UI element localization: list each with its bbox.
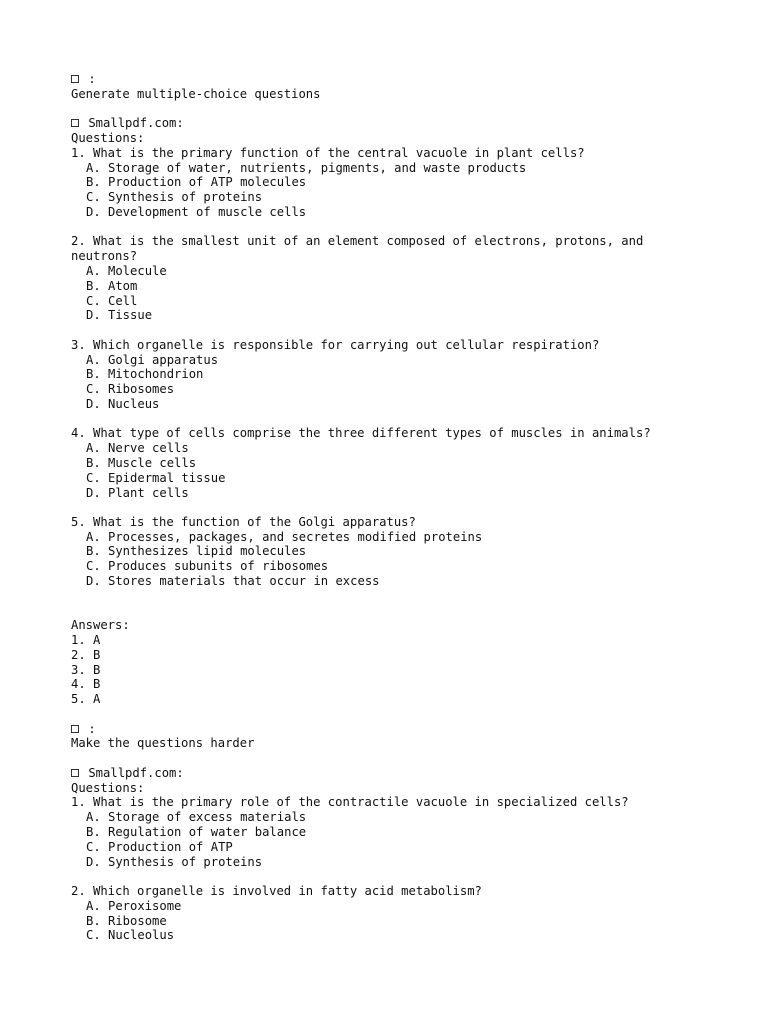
answer-option: B. Synthesizes lipid molecules [86,544,307,559]
answer-key-item: 1. A [71,633,101,648]
answer-option: D. Tissue [86,308,153,323]
answer-option: A. Golgi apparatus [86,352,219,367]
answer-option: C. Synthesis of proteins [86,190,263,205]
answer-option: D. Development of muscle cells [86,204,307,219]
spacer [71,751,691,766]
question-text: 2. What is the smallest unit of an element composed of electrons, protons, and neutrons? [71,234,651,264]
spacer [71,707,691,722]
answers-header: Answers: [71,618,130,633]
user-message-text: Make the questions harder [71,736,255,751]
speaker-icon [71,75,79,83]
answer-option: A. Nerve cells [86,441,189,456]
answer-option: D. Plant cells [86,485,189,500]
user-message [71,72,691,102]
spacer [71,102,691,117]
answer-option: C. Epidermal tissue [86,470,226,485]
questions-header: Questions: [71,130,145,145]
speaker-icon [71,769,79,777]
question-text: 5. What is the function of the Golgi apparatus? [71,514,416,529]
speaker-line [71,766,691,781]
spacer [71,500,691,515]
answer-option: A. Storage of excess materials [86,810,307,825]
answer-key-item: 3. B [71,662,101,677]
chat-transcript [71,72,691,943]
answer-option: C. Ribosomes [86,382,175,397]
answer-key-item: 2. B [71,647,101,662]
answer-option: C. Production of ATP [86,839,233,854]
speaker-icon [71,725,79,733]
answer-option: B. Ribosome [86,913,167,928]
user-message-text: Generate multiple-choice questions [71,86,321,101]
answer-key-item: 4. B [71,677,101,692]
speaker-line [71,116,691,131]
answer-option: B. Muscle cells [86,455,197,470]
answer-option: B. Regulation of water balance [86,825,307,840]
answer-option: C. Nucleolus [86,928,175,943]
spacer [71,589,691,618]
answer-key-item: 5. A [71,692,101,707]
answer-option: C. Produces subunits of ribosomes [86,559,329,574]
speaker-icon [71,119,79,127]
spacer [71,220,691,235]
answer-option: B. Production of ATP molecules [86,175,307,190]
bot-message [71,766,691,943]
user-message [71,722,691,752]
question-text: 1. What is the primary function of the central vacuole in plant cells? [71,145,585,160]
questions-header: Questions: [71,780,145,795]
spacer [71,869,691,884]
answer-option: A. Peroxisome [86,898,182,913]
answer-option: B. Atom [86,278,138,293]
answer-option: A. Molecule [86,263,167,278]
bot-message [71,116,691,707]
question-text: 4. What type of cells comprise the three different types of muscles in animals? [71,426,651,441]
answer-option: B. Mitochondrion [86,367,204,382]
answer-option: A. Processes, packages, and secretes modified proteins [86,529,483,544]
question-text: 2. Which organelle is involved in fatty acid metabolism? [71,884,482,898]
speaker-line: : [71,72,691,87]
speaker-line: : [71,722,691,737]
spacer [71,323,691,338]
speaker-name: Smallpdf.com: [88,765,184,780]
answer-option: C. Cell [86,293,138,308]
answer-option: D. Stores materials that occur in excess [86,574,380,589]
answer-option: D. Nucleus [86,396,160,411]
answer-option: D. Synthesis of proteins [86,854,263,869]
question-text: 1. What is the primary role of the contractile vacuole in specialized cells? [71,795,629,810]
spacer [71,412,691,427]
question-text: 3. Which organelle is responsible for carrying out cellular respiration? [71,337,600,352]
speaker-name: Smallpdf.com: [88,116,184,131]
answer-option: A. Storage of water, nutrients, pigments, and waste products [86,160,527,175]
